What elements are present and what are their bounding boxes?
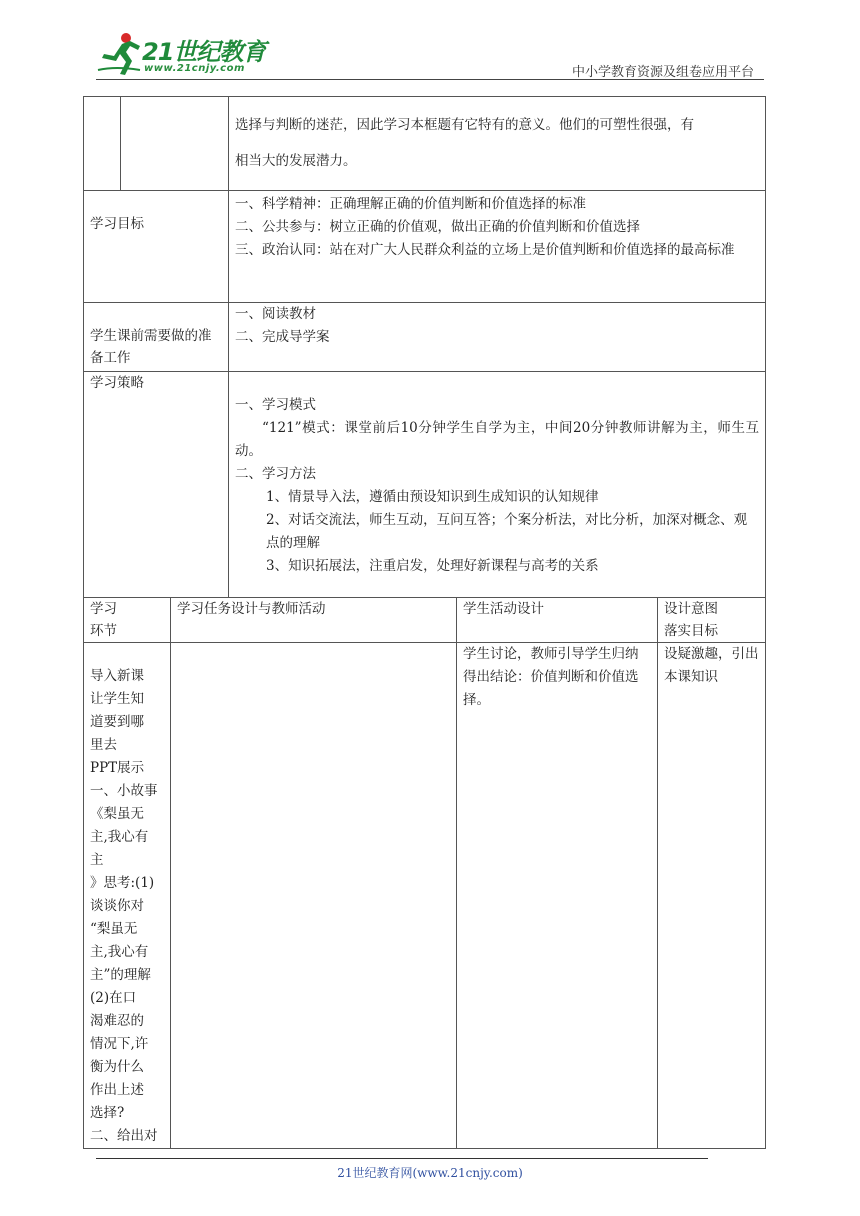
intro-col-b [121,97,229,191]
intro-line-2: 相当大的发展潜力。 [235,153,357,169]
strategy-mode-title: 一、学习模式 [235,397,316,413]
strategy-row [84,372,766,598]
strategy-method: 1、情景导入法，遵循由预设知识到生成知识的认知规律 [266,489,599,505]
stage-line: 主 [90,852,104,868]
stage-text [90,665,166,1148]
strategy-method: 2、对话交流法，师生互动，互问互答；个案分析法，对比分析，加深对概念、观点的理解 [266,512,748,551]
header-stage-line1: 学习 [90,601,117,617]
stage-line: 一、小故事 [90,783,158,799]
prep-row [84,303,766,372]
stage-line: 主”的理解 [90,967,151,983]
prep-content [229,303,766,372]
goal-item: 一、科学精神：正确理解正确的价值判断和价值选择的标准 [235,196,586,212]
stage-cell [84,643,171,1149]
prep-label: 学生课前需要做的准备工作 [84,303,229,372]
stage-line: 选择? [90,1105,125,1121]
strategy-content [229,372,766,598]
student-activity-cell: 学生讨论，教师引导学生归纳得出结论：价值判断和价值选择。 [457,643,658,1149]
strategy-method: 3、知识拓展法，注重启发，处理好新课程与高考的关系 [266,558,599,574]
stage-line: 作出上述 [90,1082,144,1098]
design-row [84,643,766,1149]
prep-item: 二、完成导学案 [235,329,330,345]
goals-row [84,191,766,303]
goal-item: 三、政治认同：站在对广大人民群众利益的立场上是价值判断和价值选择的最高标准 [235,242,735,258]
goals-label: 学习目标 [84,191,229,303]
goals-content [229,191,766,303]
header-stage-line2: 环节 [90,623,117,639]
stage-line: 情况下,许 [90,1036,149,1052]
page-header [0,0,860,90]
header-divider [96,79,764,80]
stage-line: 谈谈你对 [90,898,144,914]
stage-line: 主,我心有 [90,944,149,960]
intro-continuation-row [84,97,766,191]
stage-line: 导入新课 [90,668,144,684]
lesson-plan-table [83,96,766,1149]
header-intent-line1: 设计意图 [664,601,718,617]
intent-cell: 设疑激趣，引出本课知识 [658,643,766,1149]
header-stage [84,598,171,643]
footer-text[interactable]: 21世纪教育网(www.21cnjy.com) [337,1166,523,1180]
stage-line: 渴难忍的 [90,1013,144,1029]
strategy-label: 学习策略 [84,372,229,598]
strategy-mode-text: “121”模式：课堂前后10分钟学生自学为主，中间20分钟教师讲解为主，师生互动。 [235,420,760,459]
stage-line: 二、给出对 [90,1128,158,1144]
header-intent-line2: 落实目标 [664,623,718,639]
intro-text-cell [229,97,766,191]
logo-url-text: www.21cnjy.com [144,63,245,74]
intro-col-a [84,97,121,191]
design-header-row [84,598,766,643]
strategy-method-title: 二、学习方法 [235,466,316,482]
stage-line: (2)在口 [90,990,137,1006]
stage-line: 衡为什么 [90,1059,144,1075]
logo-brand-text: 21世纪教育 [142,38,266,66]
header-intent [658,598,766,643]
intro-line-1: 选择与判断的迷茫，因此学习本框题有它特有的意义。他们的可塑性很强，有 [235,117,694,133]
stage-line: 》思考:(1) [90,875,155,891]
teacher-activity-cell [171,643,457,1149]
stage-line: 道要到哪 [90,714,144,730]
stage-line: 里去 [90,737,117,753]
stage-line: 让学生知 [90,691,144,707]
logo[interactable] [96,30,266,80]
stage-line: 《梨虽无 [90,806,144,822]
stage-line: PPT展示 [90,760,145,776]
goal-item: 二、公共参与：树立正确的价值观，做出正确的价值判断和价值选择 [235,219,640,235]
stage-line: “梨虽无 [90,921,138,937]
footer-divider [96,1158,708,1159]
runner-logo-icon [96,30,144,78]
prep-item: 一、阅读教材 [235,306,316,322]
header-student-activity: 学生活动设计 [457,598,658,643]
platform-title: 中小学教育资源及组卷应用平台 [571,65,754,80]
header-teacher-activity: 学习任务设计与教师活动 [171,598,457,643]
stage-line: 主,我心有 [90,829,149,845]
